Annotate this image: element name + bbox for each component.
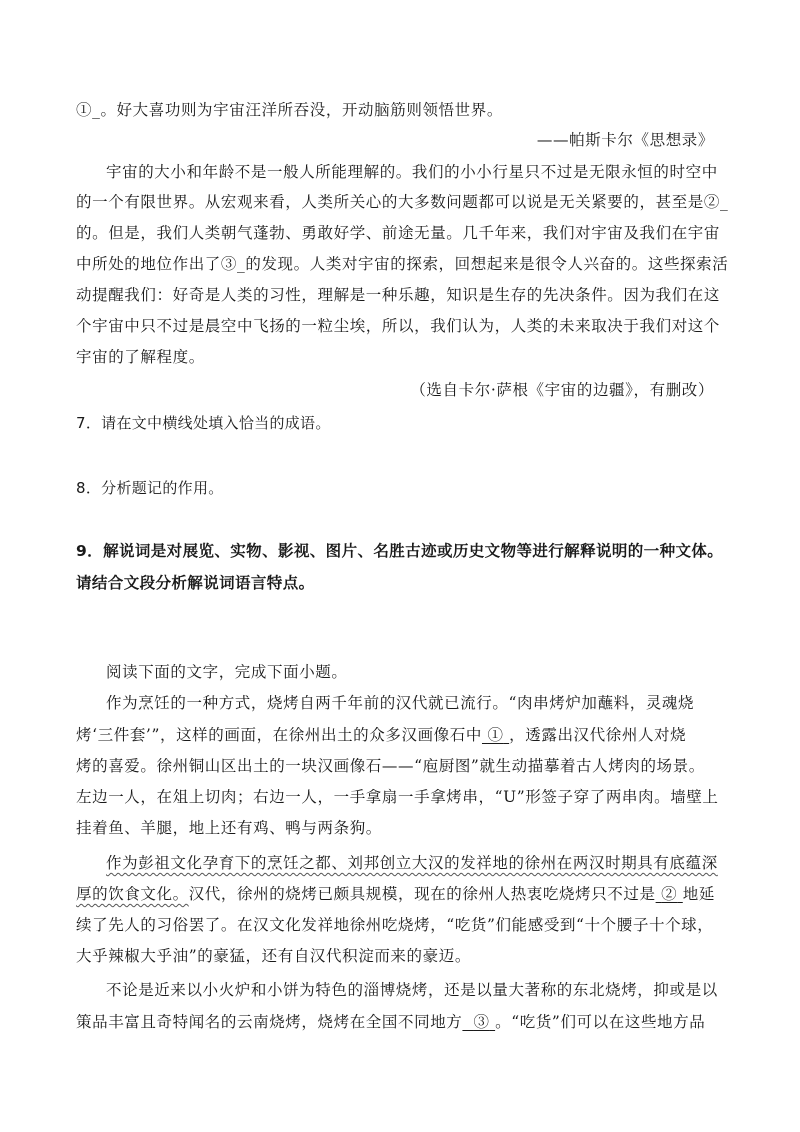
- wavy-underlined-sentence-end: 厚的饮食文化。: [76, 885, 189, 903]
- paragraph-line: [76, 1012, 705, 1032]
- paragraph-line: [76, 884, 715, 904]
- epigraph-attribution: ——帕斯卡尔《思想录》: [536, 131, 714, 149]
- reading-instruction: 阅读下面的文字，完成下面小题。: [106, 663, 348, 681]
- paragraph-line: 宇宙的大小和年龄不是一般人所能理解的。我们的小小行星只不过是无限永恒的时空中: [106, 163, 718, 181]
- paragraph-line: 的。但是，我们人类朝气蓬勃、勇敢好学、前途无量。几千年来，我们对宇宙及我们在宇宙: [76, 224, 721, 242]
- wavy-underlined-sentence: 作为彭祖文化孕育下的烹饪之都、刘邦创立大汉的发祥地的徐州在两汉时期具有底蕴深: [106, 854, 718, 872]
- paragraph-line: 不论是近来以小火炉和小饼为特色的淄博烧烤，还是以量大著称的东北烧烤，抑或是以: [106, 981, 718, 999]
- paragraph-line: 作为烹饪的一种方式，烧烤自两千年前的汉代就已流行。“肉串烤炉加蘸料，灵魂烧: [106, 694, 695, 712]
- question-8: 8．分析题记的作用。: [76, 479, 224, 497]
- text-segment: 策品丰富且奇特闻名的云南烧烤，烧烤在全国不同地方: [76, 1013, 463, 1031]
- paragraph-line: 挂着鱼、羊腿，地上还有鸡、鸭与两条狗。: [76, 819, 382, 837]
- paragraph-line: 的一个有限世界。从宏观来看，人类所关心的大多数问题都可以说是无关紧要的，甚至是②_: [76, 193, 729, 211]
- passage-epigraph-line: ①_。好大喜功则为宇宙汪洋所吞没，开动脑筋则领悟世界。: [76, 101, 503, 119]
- text-segment: 汉代，徐州的烧烤已颇具规模，现在的徐州人热衷吃烧烤只不过是: [188, 885, 656, 903]
- paragraph-line: [76, 725, 686, 745]
- question-9-line2: 请结合文段分析解说词语言特点。: [76, 574, 315, 592]
- blank-2: ②: [661, 885, 678, 903]
- paragraph-line: 宇宙的了解程度。: [76, 348, 205, 366]
- paragraph-line: 续了先人的习俗罢了。在汉文化发祥地徐州吃烧烤，“吃货”们能感受到“十个腰子十个球，: [76, 916, 714, 934]
- paragraph-line: 个宇宙中只不过是晨空中飞扬的一粒尘埃，所以，我们认为，人类的未来取决于我们对这个: [76, 317, 721, 335]
- blank-3: ③: [473, 1013, 490, 1031]
- blank-1: ①: [487, 726, 504, 744]
- passage-source: （选自卡尔·萨根《宇宙的边疆》，有删改）: [410, 381, 714, 399]
- paragraph-line: 左边一人，在俎上切肉；右边一人，一手拿扇一手拿烤串，“U”形签子穿了两串肉。墙壁上: [76, 788, 719, 806]
- paragraph-line: 动提醒我们：好奇是人类的习性，理解是一种乐趣，知识是生存的先决条件。因为我们在这: [76, 286, 721, 304]
- paragraph-line: 中所处的地位作出了③_的发现。人类对宇宙的探索，回想起来是很令人兴奋的。这些探索活: [76, 255, 729, 273]
- paragraph-line: 大乎辣椒大乎油”的豪猛，还有自汉代积淀而来的豪迈。: [76, 947, 471, 965]
- text-segment: 。“吃货”们可以在这些地方品: [495, 1013, 706, 1031]
- text-segment: 烤‘三件套’”，这样的画面，在徐州出土的众多汉画像石中: [76, 726, 482, 744]
- question-7: 7．请在文中横线处填入恰当的成语。: [76, 414, 331, 432]
- text-segment: ，透露出汉代徐州人对烧: [509, 726, 687, 744]
- question-9-line1: 9．解说词是对展览、实物、影视、图片、名胜古迹或历史文物等进行解释说明的一种文体。: [76, 542, 724, 560]
- paragraph-line: 烤的喜爱。徐州铜山区出土的一块汉画像石——“庖厨图”就生动描摹着古人烤肉的场景。: [76, 757, 705, 775]
- text-segment: 地延: [682, 885, 715, 903]
